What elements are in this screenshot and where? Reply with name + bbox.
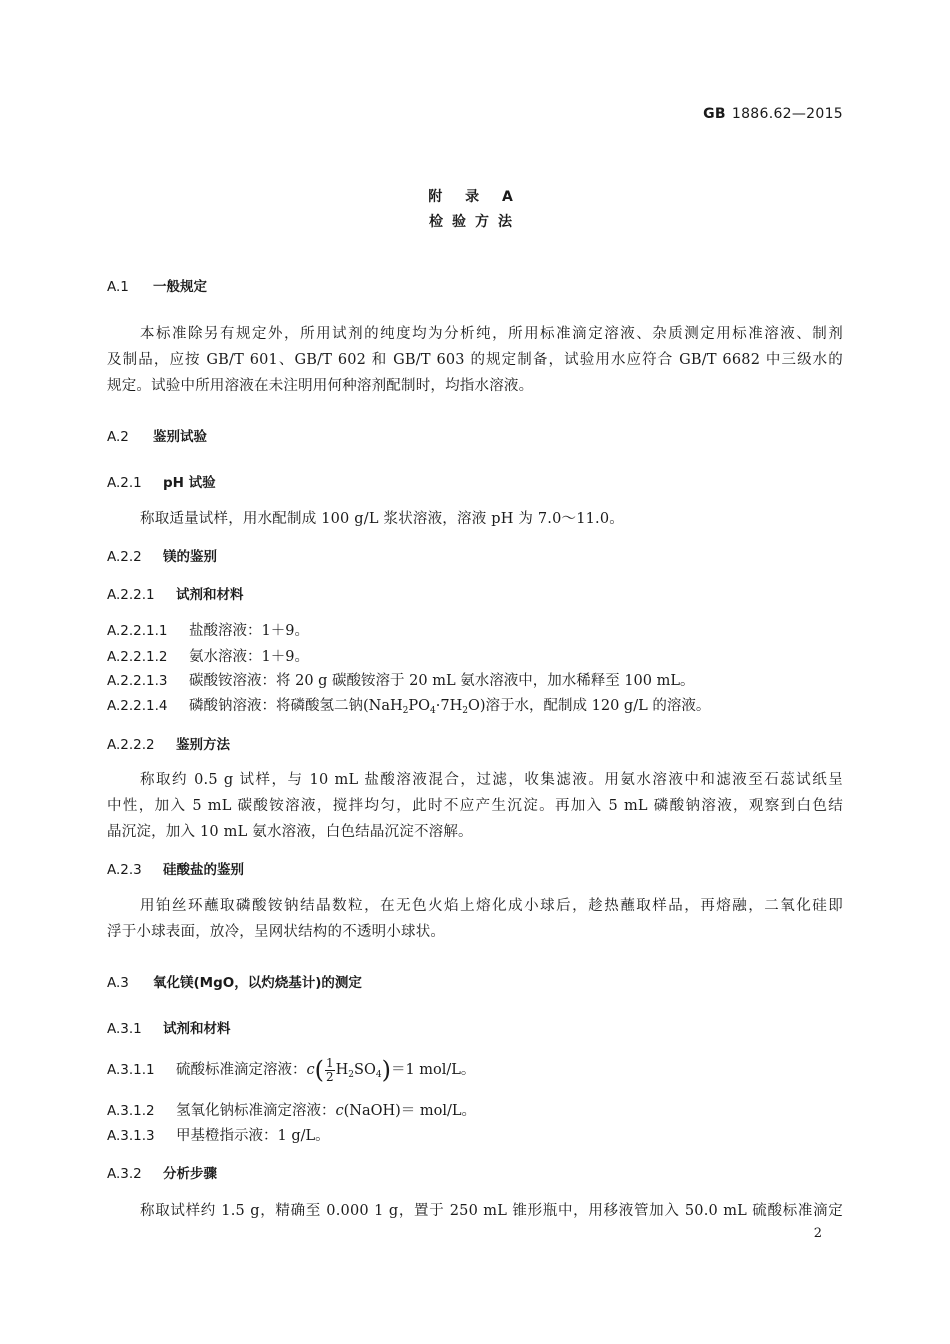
- section-heading-a32: [107, 1162, 217, 1182]
- item-text: [189, 698, 710, 714]
- paragraph-line: 称取适量试样，用水配制成 100 g/L 浆状溶液，溶液 pH 为 7.0～11.0。: [140, 511, 624, 527]
- subscript: 2: [348, 1070, 355, 1080]
- section-heading-a23: [107, 858, 244, 878]
- page-number: 2: [813, 1226, 822, 1241]
- item-number: A.3.1.1: [107, 1062, 155, 1078]
- section-heading-a22: [107, 545, 217, 565]
- text-run: H: [335, 1062, 349, 1078]
- section-heading-a1: [107, 275, 207, 295]
- section-heading-a222: [107, 733, 230, 753]
- paragraph-line: 本标准除另有规定外，所用试剂的纯度均为分析纯，所用标准滴定溶液、杂质测定用标准溶液、制剂: [140, 326, 843, 342]
- list-item: [107, 694, 710, 716]
- list-item: [107, 669, 695, 690]
- paragraph-line: 用铂丝环蘸取磷酸铵钠结晶数粒，在无色火焰上熔化成小球后，趁热蘸取样品，再熔融，二氧化硅即: [140, 898, 843, 914]
- section-title: pH 试验: [163, 475, 216, 491]
- text-run: 氢氧化钠标准滴定溶液：: [176, 1103, 336, 1119]
- paragraph-line: 称取试样约 1.5 g，精确至 0.000 1 g，置于 250 mL 锥形瓶中，用移液管加入 50.0 mL 硫酸标准滴定: [140, 1203, 843, 1219]
- section-number: A.1: [107, 279, 129, 295]
- section-number: A.2.2.2: [107, 737, 155, 753]
- annex-title: 检验方法: [429, 214, 521, 230]
- close-paren: ): [381, 1056, 391, 1084]
- text-run: O)溶于水，配制成 120 g/L 的溶液。: [467, 698, 711, 714]
- section-title: 氧化镁(MgO，以灼烧基计)的测定: [153, 975, 362, 991]
- paragraph-line: 浮于小球表面，放冷，呈网状结构的不透明小球状。: [107, 924, 446, 940]
- fraction-denominator: 2: [326, 1069, 334, 1084]
- standard-number: 1886.62—2015: [731, 106, 843, 122]
- text-run: ·7H: [435, 698, 463, 714]
- section-heading-a2: [107, 425, 207, 445]
- item-text: 氨水溶液：1＋9。: [189, 649, 309, 665]
- text-run: (NaOH)＝ mol/L。: [343, 1103, 477, 1119]
- section-number: A.2.3: [107, 862, 142, 878]
- section-number: A.3.2: [107, 1166, 142, 1182]
- item-text: 盐酸溶液：1＋9。: [189, 623, 309, 639]
- list-item: [107, 645, 309, 666]
- text-run: 磷酸钠溶液：将磷酸氢二钠(NaH: [189, 698, 403, 714]
- concentration-symbol: c: [335, 1103, 344, 1119]
- section-title: 硅酸盐的鉴别: [163, 862, 244, 878]
- list-item: [107, 619, 309, 640]
- section-heading-a221: [107, 583, 244, 603]
- section-heading-a31: [107, 1017, 231, 1037]
- subscript: 4: [430, 706, 436, 716]
- list-item: [107, 1099, 476, 1120]
- section-number: A.2.1: [107, 475, 142, 491]
- text-run: PO: [408, 698, 431, 714]
- item-number: A.3.1.2: [107, 1103, 155, 1119]
- item-number: A.2.2.1.3: [107, 673, 168, 689]
- paragraph-line: 及制品，应按 GB/T 601、GB/T 602 和 GB/T 603 的规定制备，试验用水应符合 GB/T 6682 中三级水的: [107, 352, 843, 368]
- section-title: 一般规定: [153, 279, 207, 295]
- text-run: SO: [354, 1062, 376, 1078]
- section-number: A.2.2.1: [107, 587, 155, 603]
- fraction: [325, 1057, 335, 1084]
- text-run: ＝1 mol/L。: [390, 1062, 476, 1078]
- section-title: 鉴别方法: [176, 737, 230, 753]
- item-text: [176, 1055, 476, 1084]
- list-item: [107, 1124, 330, 1145]
- section-heading-a21: [107, 471, 216, 491]
- open-paren: (: [314, 1056, 324, 1084]
- paragraph-line: 中性，加入 5 mL 碳酸铵溶液，搅拌均匀，此时不应产生沉淀。再加入 5 mL 磷酸钠溶液，观察到白色结: [107, 798, 843, 814]
- subscript: 2: [402, 706, 409, 716]
- fraction-numerator: 1: [326, 1055, 334, 1070]
- standard-prefix: GB: [703, 106, 726, 122]
- paragraph-line: 晶沉淀，加入 10 mL 氨水溶液，白色结晶沉淀不溶解。: [107, 824, 473, 840]
- item-number: A.3.1.3: [107, 1128, 155, 1144]
- paragraph-line: 称取约 0.5 g 试样，与 10 mL 盐酸溶液混合，过滤，收集滤液。用氨水溶液中和滤液至石蕊试纸呈: [140, 772, 843, 788]
- section-number: A.3: [107, 975, 129, 991]
- annex-label: 附 录 A: [428, 189, 522, 205]
- subscript: 2: [462, 706, 468, 716]
- section-title: 鉴别试验: [153, 429, 207, 445]
- section-title: 试剂和材料: [163, 1021, 231, 1037]
- concentration-symbol: c: [306, 1062, 315, 1078]
- item-text: 碳酸铵溶液：将 20 g 碳酸铵溶于 20 mL 氨水溶液中，加水稀释至 100 mL。: [189, 673, 695, 689]
- text-run: 硫酸标准滴定溶液：: [176, 1062, 307, 1078]
- standard-code: [703, 106, 843, 122]
- item-text: [176, 1103, 476, 1119]
- section-number: A.2: [107, 429, 129, 445]
- paragraph-line: 规定。试验中所用溶液在未注明用何种溶剂配制时，均指水溶液。: [107, 378, 534, 394]
- item-number: A.2.2.1.1: [107, 623, 168, 639]
- section-number: A.3.1: [107, 1021, 142, 1037]
- section-title: 分析步骤: [163, 1166, 217, 1182]
- section-heading-a3: [107, 971, 362, 991]
- item-number: A.2.2.1.2: [107, 649, 168, 665]
- section-title: 试剂和材料: [176, 587, 244, 603]
- list-item: [107, 1056, 475, 1084]
- item-number: A.2.2.1.4: [107, 698, 168, 714]
- item-text: 甲基橙指示液：1 g/L。: [176, 1128, 330, 1144]
- section-number: A.2.2: [107, 549, 142, 565]
- subscript: 4: [375, 1070, 382, 1080]
- section-title: 镁的鉴别: [163, 549, 217, 565]
